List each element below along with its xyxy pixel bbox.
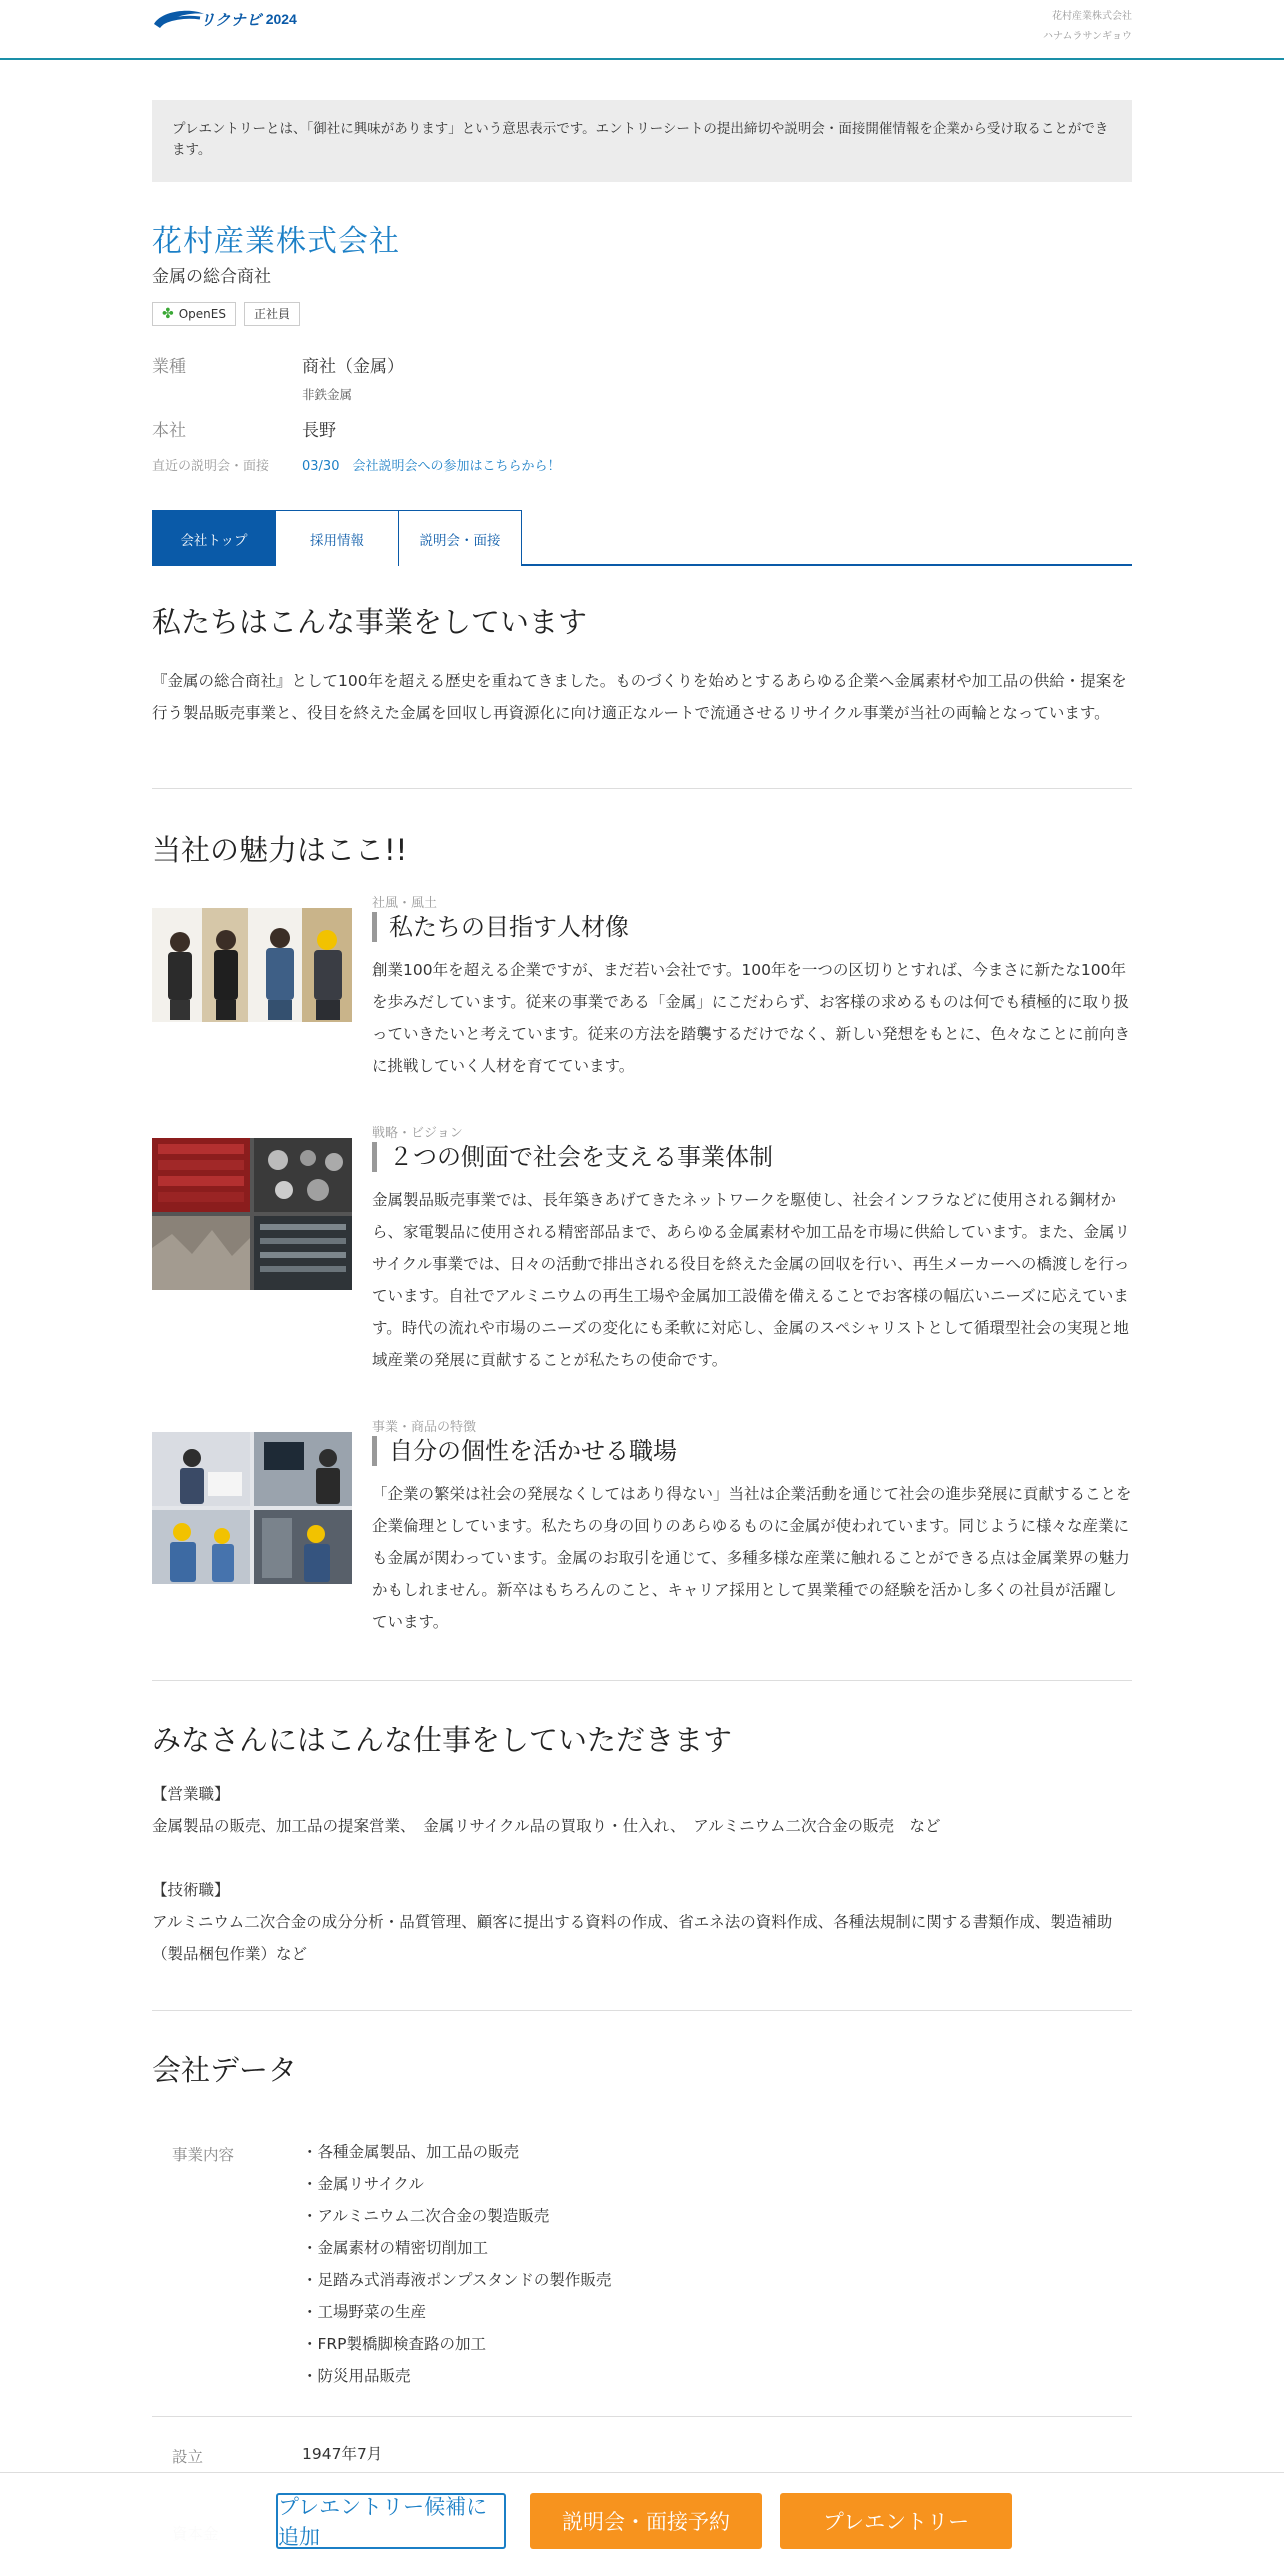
divider [152,1680,1132,1681]
appeal-item [152,1416,1132,1646]
tag-list [152,302,300,326]
appeal-body: 創業100年を超える企業ですが、まだ若い会社です。100年を一つの区切りとすれば、今まさに新たな100年を歩みだしています。従来の事業である「金属」にこだわらず、お客様の求めるものは何でも積極的に取り扱っていきたいと考えています。従来の方法を踏襲するだけでなく、新しい発想をもとに、色々なことに前向きに挑戦していく人材を育てています。 [372,961,1130,1075]
jobs-heading: みなさんにはこんな仕事をしていただきます [152,1723,733,1757]
preentry-button[interactable]: プレエントリー [780,2493,1012,2549]
logo-text: リクナビ [200,11,262,29]
industry-value: 商社（金属） [302,357,404,377]
products-photo [152,1138,352,1290]
sales-body: 金属製品の販売、加工品の提案営業、 金属リサイクル品の買取り・仕入れ、 アルミニウム二次合金の販売 など [152,1817,941,1835]
business-content-list [302,2136,611,2392]
rikunabi-logo[interactable] [152,4,297,34]
reserve-seminar-button[interactable]: 説明会・面接予約 [530,2493,762,2549]
appeal-category: 事業・商品の特徴 [372,1420,477,1435]
site-header [0,0,1284,60]
staff-photo-image [152,908,352,1022]
company-tabs [152,510,1132,566]
hq-value: 長野 [302,421,336,441]
logo-year: 2024 [265,11,297,27]
appeal-category: 社風・風土 [372,896,438,911]
seminar-link[interactable]: 03/30 会社説明会への参加はこちらから！ [302,459,561,474]
appeal-title: ２つの側面で社会を支える事業体制 [372,1142,773,1172]
tech-body: アルミニウム二次合金の成分分析・品質管理、顧客に提出する資料の作成、省エネ法の資料作成、各種法規制に関する書類作成、製造補助（製品梱包作業）など [152,1913,1113,1963]
header-company-name: 花村産業株式会社 [1052,11,1132,22]
tag-employment [244,302,300,326]
appeal-body: 「企業の繁栄は社会の発展なくしてはあり得ない」当社は企業活動を通じて社会の進歩発展に貢献することを企業倫理としています。私たちの身の回りのあらゆるものに金属が使われています。同じように様々な産業にも金属が関わっています。金属のお取引を通じて、多種多様な産業に触れることができる点は金属業界の魅力かもしれません。新卒はもちろんのこと、キャリア採用として異業種での経験を活かし多くの社員が活躍しています。 [372,1485,1132,1631]
tag-label: 正社員 [253,307,290,321]
business-content-item: ・FRP製橋脚検査路の加工 [302,2335,487,2353]
hq-label: 本社 [152,421,186,441]
workplace-photo [152,1432,352,1584]
header-company-kana: ハナムラサンギョウ [1043,31,1132,42]
header-company [1043,7,1132,47]
staff-photo [152,908,352,1022]
founded-label: 設立 [172,2448,204,2466]
sales-title: 【営業職】 [152,1785,230,1803]
workplace-photo-image [152,1432,352,1584]
business-content-item: ・防災用品販売 [302,2367,411,2385]
business-content-item: ・アルミニウム二次合金の製造販売 [302,2207,550,2225]
logo-swoosh-icon [152,6,206,32]
business-content-item: ・足踏み式消毒液ポンプスタンドの製作販売 [302,2271,612,2289]
appeal-item [152,892,1132,1102]
company-catchphrase: 金属の総合商社 [152,267,271,287]
company-data-heading: 会社データ [152,2053,298,2087]
appeal-title: 自分の個性を活かせる職場 [372,1436,677,1466]
company-name: 花村産業株式会社 [152,224,400,259]
appeal-title: 私たちの目指す人材像 [372,912,629,942]
seminar-label: 直近の説明会・面接 [152,459,270,474]
appeal-body: 金属製品販売事業では、長年築きあげてきたネットワークを駆使し、社会インフラなどに使用される鋼材から、家電製品に使用される精密部品まで、あらゆる金属素材や加工品を市場に供給しています。また、金属リサイクル事業では、日々の活動で排出される役目を終えた金属の回収を行い、再生メーカーへの橋渡しを行っています。自社でアルミニウムの再生工場や金属加工設備を備えることでお客様の幅広いニーズに応えています。時代の流れや市場のニーズの変化にも柔軟に対応し、金属のスペシャリストとして循環型社会の実現と地域産業の発展に貢献することが私たちの使命です。 [372,1191,1130,1369]
business-content-item: ・各種金属製品、加工品の販売 [302,2143,520,2161]
divider [152,2416,1132,2417]
tab-company-top[interactable]: 会社トップ [152,510,276,566]
tab-seminar-interview[interactable]: 説明会・面接 [398,510,522,566]
business-body: 『金属の総合商社』として100年を超える歴史を重ねてきました。ものづくりを始めとするあらゆる企業へ金属素材や加工品の供給・提案を行う製品販売事業と、役目を終えた金属を回収し再資源化に向け適正なルートで流通させるリサイクル事業が当社の両輪となっています。 [152,672,1127,722]
tab-recruitment-info[interactable]: 採用情報 [275,510,399,566]
clover-icon: ✤ [162,306,174,322]
preentry-notice: プレエントリーとは、「御社に興味があります」という意思表示です。エントリーシートの提出締切や説明会・面接開催情報を企業から受け取ることができます。 [152,100,1132,182]
appeal-item [152,1122,1132,1382]
appeal-heading: 当社の魅力はここ!! [152,833,408,867]
business-content-item: ・金属素材の精密切削加工 [302,2239,489,2257]
divider [152,788,1132,789]
add-preentry-candidate-button[interactable]: プレエントリー候補に追加 [276,2493,506,2549]
industry-label: 業種 [152,357,186,377]
tag-openes [152,302,236,326]
action-bar [0,2472,1284,2568]
divider [152,2010,1132,2011]
business-content-label: 事業内容 [172,2146,235,2164]
founded-value: 1947年7月 [302,2445,383,2463]
appeal-category: 戦略・ビジョン [372,1126,463,1141]
tech-title: 【技術職】 [152,1881,230,1899]
tag-label: OpenES [178,307,226,321]
business-heading: 私たちはこんな事業をしています [152,605,588,639]
business-content-item: ・工場野菜の生産 [302,2303,427,2321]
products-photo-image [152,1138,352,1290]
industry-sub: 非鉄金属 [302,387,353,402]
business-content-item: ・金属リサイクル [302,2175,424,2193]
